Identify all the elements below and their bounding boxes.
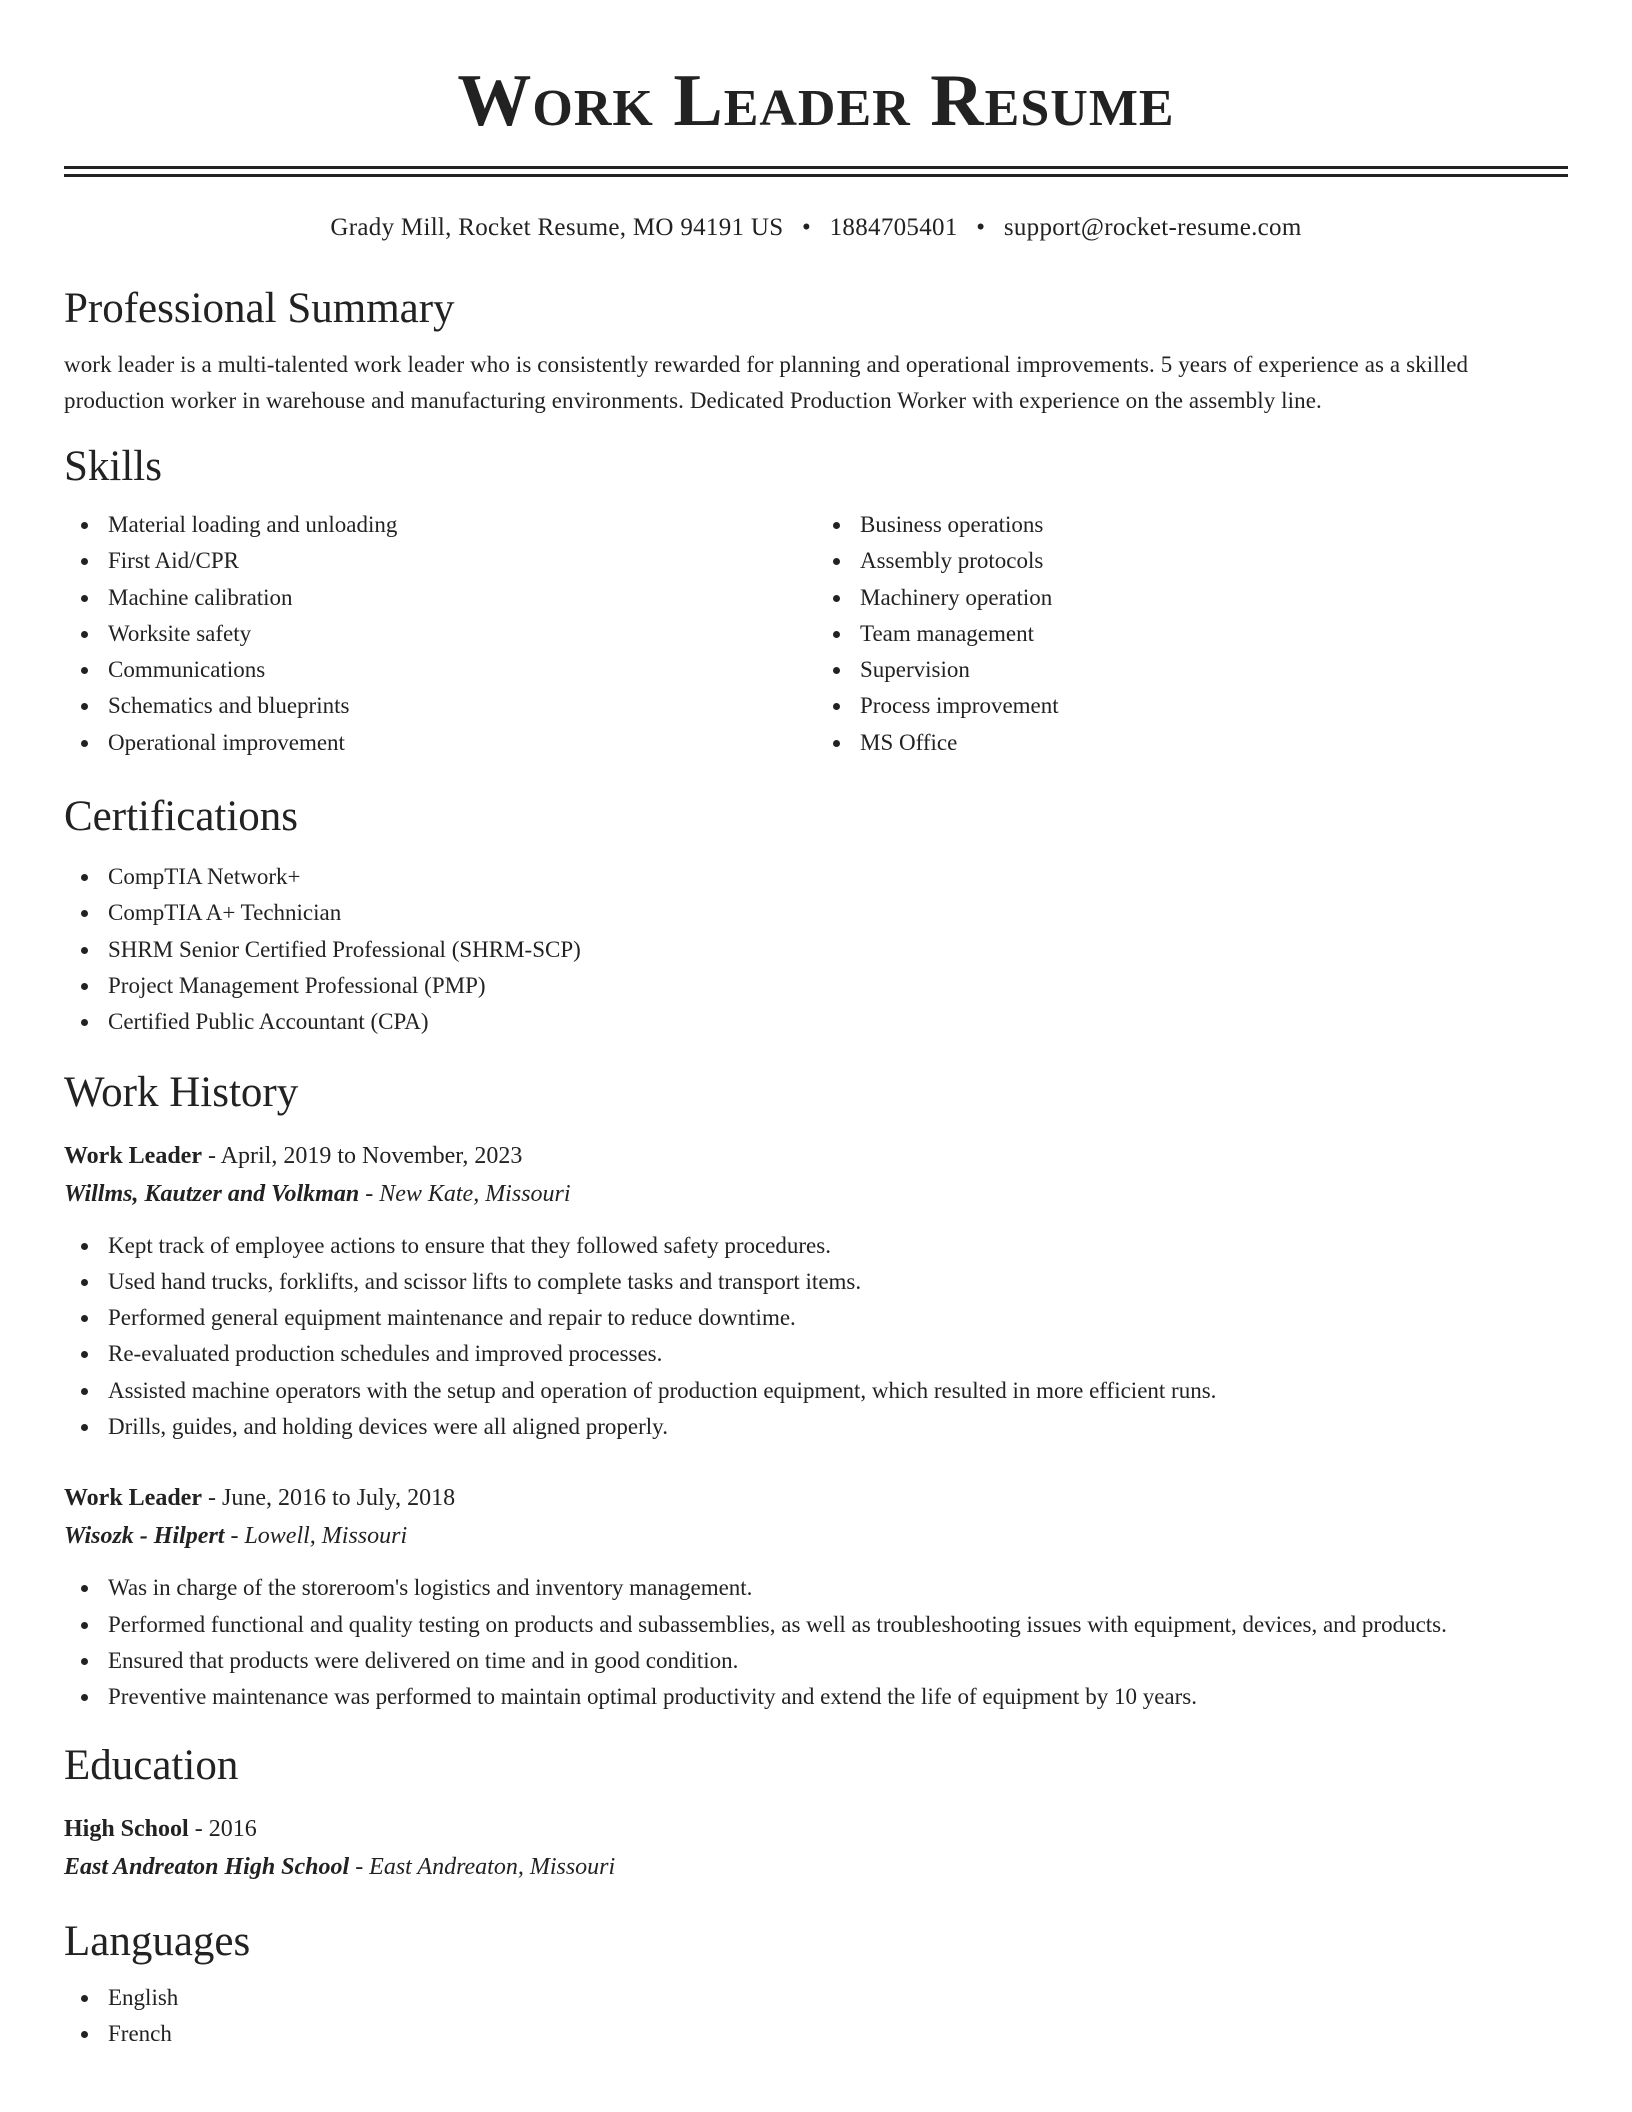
work-history-heading: Work History (64, 1068, 299, 1116)
job-company-line (64, 1517, 1568, 1555)
summary-section (64, 283, 1568, 419)
job-role: Work Leader (64, 1485, 202, 1512)
contact-separator: • (802, 214, 812, 241)
skills-heading: Skills (64, 443, 162, 490)
job-bullet: Assisted machine operators with the setup and operation of production equipment, which resulted in more efficient runs. (108, 1373, 1568, 1409)
education-school: East Andreaton High School (64, 1853, 350, 1880)
job-entry (64, 1137, 1568, 1446)
job-company: Wisozk - Hilpert (64, 1523, 225, 1550)
skill-item: Machinery operation (860, 580, 1568, 616)
education-entry (64, 1810, 1568, 1886)
language-item: French (108, 2016, 1568, 2052)
job-title-line (64, 1137, 1568, 1175)
education-degree: High School (64, 1815, 189, 1842)
skill-item: Operational improvement (108, 725, 816, 761)
job-bullet: Re-evaluated production schedules and improved processes. (108, 1336, 1568, 1372)
job-dates: - June, 2016 to July, 2018 (202, 1485, 456, 1512)
education-section (64, 1740, 1568, 1886)
title-divider (64, 166, 1568, 177)
job-bullet: Drills, guides, and holding devices were all aligned properly. (108, 1409, 1568, 1445)
job-bullet: Performed functional and quality testing on products and subassemblies, as well as troubleshooting issues with equipment, devices, and products. (108, 1607, 1568, 1643)
certifications-section (64, 791, 1568, 1040)
certification-item: CompTIA A+ Technician (108, 895, 1568, 931)
resume-page (64, 0, 1568, 2052)
contact-phone: 1884705401 (829, 214, 958, 241)
job-bullet: Was in charge of the storeroom's logistics and inventory management. (108, 1570, 1568, 1606)
job-bullet: Used hand trucks, forklifts, and scissor lifts to complete tasks and transport items. (108, 1264, 1568, 1300)
skill-item: Communications (108, 652, 816, 688)
job-location: - New Kate, Missouri (359, 1180, 571, 1207)
skill-item: Schematics and blueprints (108, 688, 816, 724)
page-title: Work Leader Resume (457, 60, 1175, 142)
skill-item: Supervision (860, 652, 1568, 688)
certification-item: CompTIA Network+ (108, 859, 1568, 895)
job-bullets (64, 1570, 1568, 1715)
language-item: English (108, 1980, 1568, 2016)
skills-section (64, 441, 1568, 761)
education-location: - East Andreaton, Missouri (349, 1853, 616, 1880)
job-bullets (64, 1228, 1568, 1446)
languages-section (64, 1916, 1568, 2053)
job-bullet: Ensured that products were delivered on time and in good condition. (108, 1643, 1568, 1679)
education-year: - 2016 (188, 1815, 257, 1842)
certification-item: SHRM Senior Certified Professional (SHRM-SCP) (108, 932, 1568, 968)
job-location: - Lowell, Missouri (224, 1523, 408, 1550)
skills-list-right (816, 507, 1568, 761)
job-entry (64, 1479, 1568, 1715)
certifications-heading: Certifications (64, 793, 299, 841)
job-company-line (64, 1175, 1568, 1213)
languages-heading: Languages (64, 1917, 251, 1965)
languages-list (64, 1980, 1568, 2053)
summary-text: work leader is a multi-talented work leader who is consistently rewarded for planning and operational improvements. 5 years of experience as a skilled production worker in warehouse and manufacturing environments. Dedicated Production Worker with experience on the assembly line. (64, 352, 1469, 413)
skill-item: Worksite safety (108, 616, 816, 652)
job-bullet: Preventive maintenance was performed to maintain optimal productivity and extend the life of equipment by 10 years. (108, 1679, 1568, 1715)
skills-list-left (64, 507, 816, 761)
skill-item: Material loading and unloading (108, 507, 816, 543)
skill-item: First Aid/CPR (108, 543, 816, 579)
job-company: Willms, Kautzer and Volkman (64, 1180, 360, 1207)
job-title-line (64, 1479, 1568, 1517)
education-school-line (64, 1848, 1568, 1886)
education-degree-line (64, 1810, 1568, 1848)
skill-item: Team management (860, 616, 1568, 652)
skill-item: MS Office (860, 725, 1568, 761)
skill-item: Process improvement (860, 688, 1568, 724)
contact-separator: • (976, 214, 986, 241)
summary-heading: Professional Summary (64, 285, 455, 332)
job-bullet: Kept track of employee actions to ensure that they followed safety procedures. (108, 1228, 1568, 1264)
education-heading: Education (64, 1741, 239, 1789)
job-dates: - April, 2019 to November, 2023 (202, 1142, 523, 1169)
skills-grid (64, 507, 1568, 761)
job-role: Work Leader (64, 1142, 202, 1169)
contact-line (64, 211, 1568, 245)
job-bullet: Performed general equipment maintenance and repair to reduce downtime. (108, 1300, 1568, 1336)
skill-item: Business operations (860, 507, 1568, 543)
certification-item: Project Management Professional (PMP) (108, 968, 1568, 1004)
skill-item: Assembly protocols (860, 543, 1568, 579)
contact-address: Grady Mill, Rocket Resume, MO 94191 US (330, 214, 784, 241)
work-history-section (64, 1067, 1568, 1716)
skill-item: Machine calibration (108, 580, 816, 616)
certification-item: Certified Public Accountant (CPA) (108, 1004, 1568, 1040)
contact-email: support@rocket-resume.com (1003, 214, 1302, 241)
certifications-list (64, 859, 1568, 1040)
